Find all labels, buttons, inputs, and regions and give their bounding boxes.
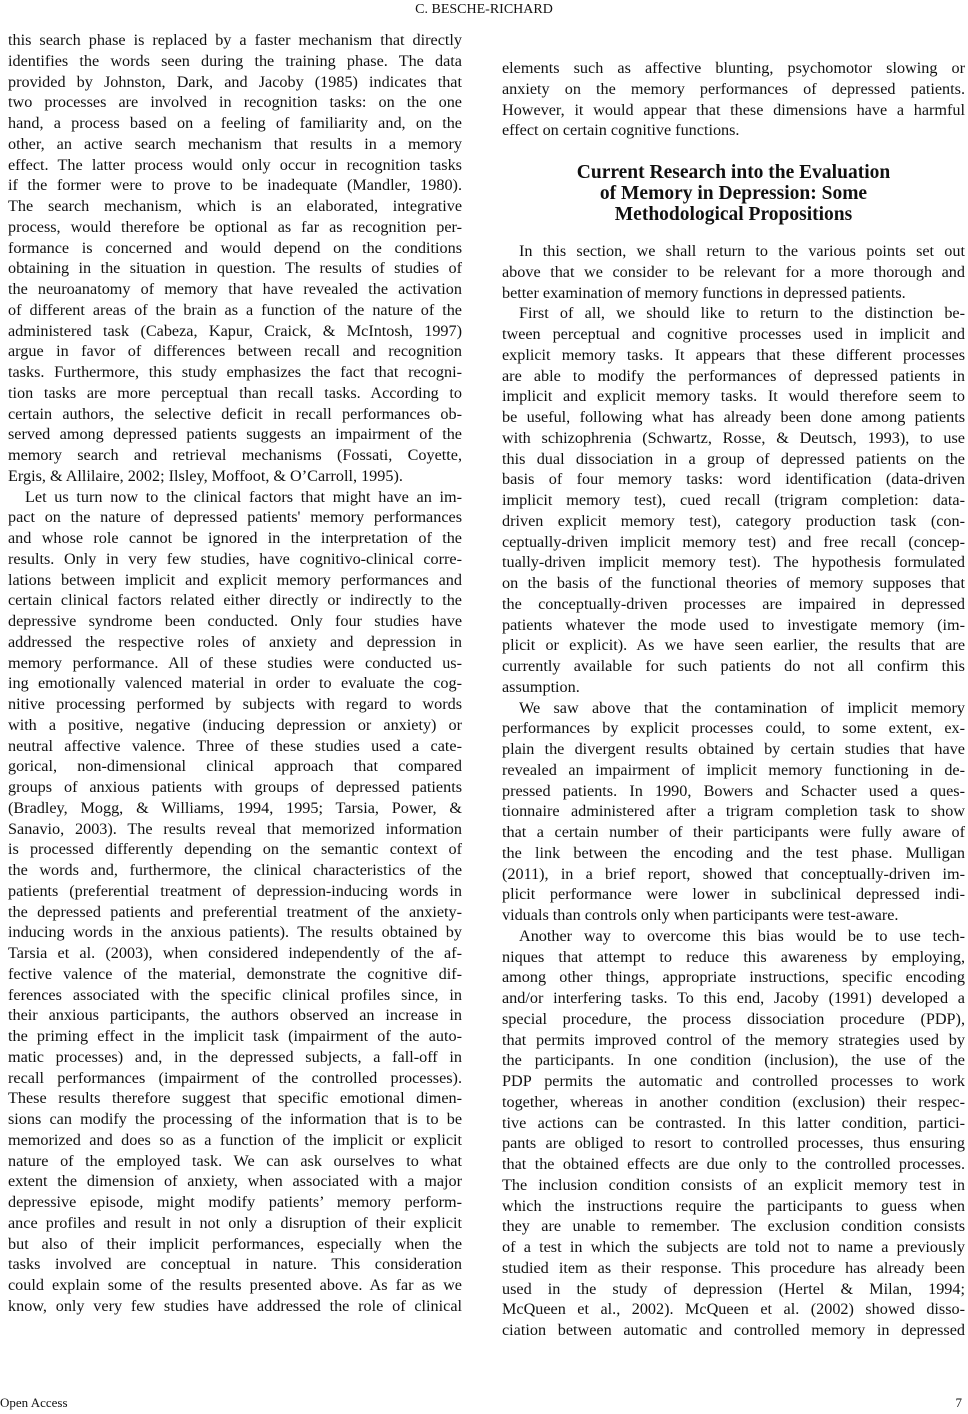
text-line: this search phase is replaced by a faster mechanism that directly (8, 31, 462, 49)
text-line: ciation between automatic and controlled memory in depressed (502, 1321, 965, 1339)
text-line: ing emotionally valenced material in order to evaluate the cog- (8, 674, 462, 693)
text-line: We saw above that the contamination of implicit memory (519, 698, 965, 717)
text-line: lations between implicit and explicit memory performances and (8, 570, 462, 589)
text-line: of a test in which the subjects are told not to name a previously (502, 1238, 965, 1256)
text-line: tasks. Furthermore, this study emphasizes the fact that recogni- (8, 363, 462, 381)
text-line: special procedure, the process dissociation procedure (PDP), (502, 1009, 965, 1028)
text-line: memory search and retrieval mechanisms (Fossati, Coyette, (8, 446, 462, 464)
paragraph (8, 487, 462, 1317)
text-line: (2011), in a brief report, showed that conceptually-driven im- (502, 864, 965, 883)
text-line: implicit memory test), cued recall (trigram completion: data- (502, 491, 965, 509)
text-line: nitive processing performed by subjects with regard to words (8, 695, 462, 713)
text-line: tually-driven implicit memory test). The hypothesis formulated (502, 553, 965, 572)
text-line: patients whatever the mode used to investigate memory (im- (502, 615, 965, 634)
text-line: tion tasks are more perceptual than recall tasks. According to (8, 383, 462, 402)
text-line: tween perceptual and cognitive processes used in implicit and (502, 325, 965, 343)
text-line: performances by explicit processes could, to some extent, ex- (502, 719, 965, 738)
text-line: know, only very few studies have addressed the role of clinical (8, 1296, 462, 1315)
text-line: Let us turn now to the clinical factors that might have an im- (25, 487, 462, 506)
text-line: matic processes) and, in the depressed subjects, a fall-off in (8, 1047, 462, 1066)
text-line: depressive episode, might modify patients’ memory perform- (8, 1193, 462, 1211)
text-line: better examination of memory functions in depressed patients. (502, 283, 906, 302)
text-line: anxiety on the memory performances of depressed patients. (502, 79, 965, 98)
text-line: recall performances (impairment of the controlled processes). (8, 1068, 462, 1087)
text-line: and whose role cannot be ignored in the interpretation of the (8, 529, 462, 547)
text-line: they are unable to remember. The exclusion condition consists (502, 1217, 965, 1236)
text-line: with a positive, negative (inducing depression or anxiety) or (8, 715, 462, 734)
text-line: assumption. (502, 677, 580, 696)
text-line: the neuroanatomy of memory that have revealed the activation (8, 280, 462, 298)
text-line: revealed an impairment of implicit memory functioning in de- (502, 760, 965, 779)
text-line: be useful, following what has already been done among patients (502, 408, 965, 426)
paragraph (502, 58, 965, 141)
text-line: ceptually-driven implicit memory test) and free recall (concep- (502, 532, 965, 551)
text-line: basis of four memory tasks: word identification (data-driven (502, 470, 965, 489)
text-line: this dual dissociation in a group of depressed patients on the (502, 449, 965, 468)
text-line: Tarsia et al. (2003), when considered independently of the af- (8, 944, 462, 962)
text-line: Another way to overcome this bias would be to use tech- (519, 926, 965, 945)
text-line: pants are obliged to resort to controlled processes, thus ensuring (502, 1134, 965, 1153)
text-line: driven explicit memory test), category production task (con- (502, 511, 965, 530)
text-line: tive actions can be contrasted. In this latter condition, partici- (502, 1113, 965, 1132)
text-line: the participants. In one condition (inclusion), the use of the (502, 1051, 965, 1070)
footer-journal: Open Access (0, 1395, 68, 1410)
text-line: results. Only in very few studies, have cognitivo-clinical corre- (8, 549, 462, 568)
heading-line: Methodological Propositions (614, 204, 853, 225)
text-line: on the basis of the functional theories of memory supposes that (502, 574, 965, 592)
text-line: effect on certain cognitive functions. (502, 121, 740, 140)
text-line: are able to modify the performances of depressed patients in (502, 366, 965, 385)
text-line: Ergis, & Allilaire, 2002; Ilsley, Moffoot, & O’Carroll, 1995). (8, 466, 403, 485)
text-line: These results therefore suggest that specific emotional dimen- (8, 1089, 462, 1108)
text-line: identifies the words seen during the training phase. The data (8, 51, 462, 70)
text-line: PDP permits the automatic and controlled processes to work (502, 1072, 965, 1090)
text-line: First of all, we should like to return to the distinction be- (519, 304, 965, 323)
text-line: argue in favor of differences between recall and recognition (8, 342, 462, 361)
text-line: their anxious participants, the authors observed an increase in (8, 1006, 462, 1025)
text-line: addressed the respective roles of anxiety and depression in (8, 632, 462, 651)
text-line: the link between the encoding and the test phase. Mulligan (502, 843, 965, 862)
text-line: obtaining in the situation in question. The results of studies of (8, 259, 462, 278)
text-line: administered task (Cabeza, Kapur, Craick, & McIntosh, 1997) (8, 321, 462, 340)
left-column (8, 30, 462, 1317)
text-line: Sanavio, 2003). The results reveal that memorized information (8, 819, 462, 838)
text-line: together, whereas in another condition (exclusion) their respec- (502, 1092, 965, 1111)
text-line: memorized and does so as a function of the implicit or explicit (8, 1130, 462, 1149)
section-heading (502, 162, 965, 225)
text-line: could explain some of the results presented above. As far as we (8, 1276, 462, 1294)
text-line: tionnaire administered after a trigram completion task to show (502, 802, 965, 821)
text-line: extent the dimension of anxiety, when associated with a major (8, 1172, 462, 1191)
text-line: In this section, we shall return to the various points set out (519, 242, 965, 260)
text-line: groups of anxious patients with groups of depressed patients (8, 778, 462, 796)
heading-line: of Memory in Depression: Some (599, 183, 868, 204)
text-line: the words and, furthermore, the clinical characteristics of the (8, 861, 462, 879)
text-line: hand, a process based on a feeling of familiarity and, on the (8, 114, 462, 132)
text-line: patients (preferential treatment of depression-inducing words in (8, 881, 462, 900)
text-line: inducing words in the anxious patients). The results obtained by (8, 923, 462, 942)
text-line: that a certain number of their participants were fully aware of (502, 823, 965, 841)
page-number: 7 (955, 1395, 962, 1410)
text-line: ance profiles and result in not only a disruption of their explicit (8, 1213, 462, 1232)
running-header: C. BESCHE-RICHARD (415, 2, 553, 17)
text-line: and/or interfering tasks. To this end, Jacoby (1991) developed a (502, 989, 965, 1007)
paragraph (502, 926, 965, 1341)
text-line: is processed differently depending on the semantic context of (8, 840, 462, 859)
text-line: that permits improved control of the memory strategies used by (502, 1030, 965, 1049)
paragraph (502, 698, 965, 926)
text-line: (Bradley, Mogg, & Williams, 1994, 1995; Tarsia, Power, & (8, 798, 462, 817)
text-line: studied item as their response. This procedure has already been (502, 1258, 965, 1277)
text-line: process, would therefore be optional as far as recognition per- (8, 217, 462, 236)
text-line: with schizophrenia (Schwartz, Rosse, & Deutsch, 1993), to use (502, 428, 965, 447)
text-line: neutral affective valence. Three of these studies used a cate- (8, 736, 462, 755)
right-column-intro (502, 58, 965, 141)
text-line: depressive syndrome been conducted. Only four studies have (8, 612, 462, 630)
text-line: the depressed patients and preferential treatment of the anxiety- (8, 902, 462, 921)
text-line: memory performance. All of these studies were conducted us- (8, 653, 462, 672)
text-line: of different areas of the brain as a function of the nature of the (8, 300, 462, 319)
text-line: certain clinical factors related either directly or indirectly to the (8, 591, 462, 610)
text-line: pressed patients. In 1990, Bowers and Schacter used a ques- (502, 781, 965, 800)
text-line: the conceptually-driven processes are impaired in depressed (502, 594, 965, 613)
text-line: certain authors, the selective deficit in recall performances ob- (8, 404, 462, 423)
text-line: However, it would appear that these dimensions have a harmful (502, 100, 965, 119)
text-line: The search mechanism, which is an elaborated, integrative (8, 197, 462, 215)
text-line: used in the study of depression (Hertel & Milan, 1994; (502, 1279, 965, 1298)
paragraph (8, 30, 462, 487)
heading-line: Current Research into the Evaluation (576, 162, 891, 183)
right-column-body (502, 241, 965, 1341)
text-line: if the former were to prove to be inadequate (Mandler, 1980). (8, 176, 462, 195)
text-line: the priming effect in the implicit task (impairment of the auto- (8, 1027, 462, 1045)
text-line: other, an active search mechanism that results in a memory (8, 134, 462, 153)
text-line: effect. The latter process would only occur in recognition tasks (8, 155, 462, 174)
text-line: explicit memory tasks. It appears that these different processes (502, 345, 965, 364)
text-line: above that we consider to be relevant for a more thorough and (502, 262, 965, 281)
text-line: plain the divergent results obtained by certain studies that have (502, 740, 965, 758)
text-line: nature of the employed task. We can ask ourselves to what (8, 1151, 462, 1170)
text-line: implicit and explicit memory tasks. It would therefore seem to (502, 387, 965, 406)
text-line: plicit performance were lower in subclinical depressed indi- (502, 885, 965, 904)
text-line: elements such as affective blunting, psychomotor slowing or (502, 59, 965, 77)
text-line: tasks involved are conceptual in nature. This consideration (8, 1255, 462, 1274)
text-line: provided by Johnston, Dark, and Jacoby (1985) indicates that (8, 72, 462, 91)
text-line: gorical, non-dimensional clinical approach that compared (8, 757, 462, 776)
text-line: which the instructions require the participants to guess when (502, 1196, 965, 1215)
text-line: two processes are involved in recognition tasks: on the one (8, 93, 462, 112)
text-line: pact on the nature of depressed patients' memory performances (8, 508, 462, 527)
text-line: fective valence of the material, demonstrate the cognitive dif- (8, 964, 462, 983)
text-line: formance is concerned and would depend on the conditions (8, 238, 462, 257)
text-line: The inclusion condition consists of an explicit memory test in (502, 1175, 965, 1194)
text-line: currently available for such patients do not all confirm this (502, 657, 965, 675)
text-line: ferences associated with the specific clinical profiles since, in (8, 985, 462, 1004)
text-line: sions can modify the processing of the information that is to be (8, 1110, 462, 1128)
text-line: among other things, appropriate instructions, specific encoding (502, 968, 965, 987)
paragraph (502, 303, 965, 697)
text-line: viduals than controls only when participants were test-aware. (502, 906, 899, 924)
text-line: McQueen et al., 2002). McQueen et al. (2002) showed disso- (502, 1300, 965, 1319)
text-line: niques that attempt to reduce this awareness by employing, (502, 947, 965, 966)
text-line: but also of their implicit performances, especially when the (8, 1234, 462, 1253)
text-line: that the obtained effects are due only to the controlled processes. (502, 1155, 965, 1173)
text-line: served among depressed patients suggests an impairment of the (8, 425, 462, 444)
paragraph (502, 241, 965, 303)
text-line: plicit or explicit). As we have seen earlier, the results that are (502, 636, 965, 655)
